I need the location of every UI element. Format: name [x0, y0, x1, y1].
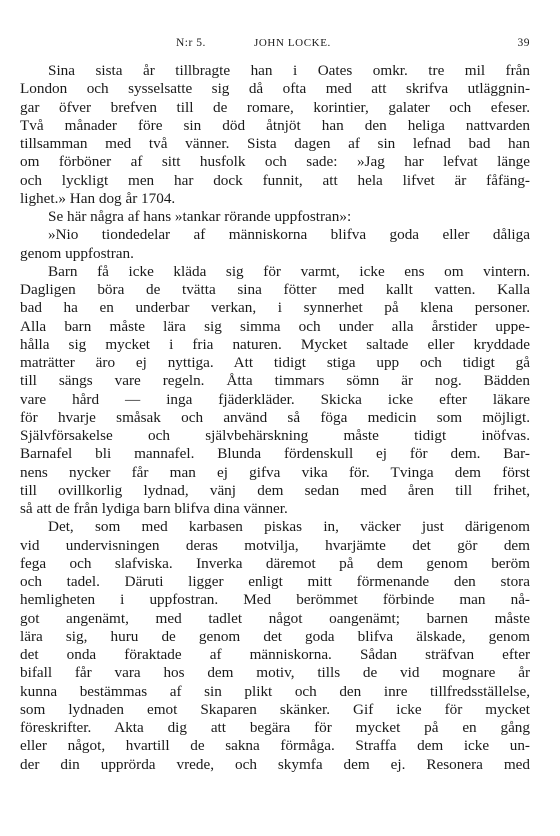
running-title: JOHN LOCKE.	[254, 37, 331, 49]
text-line: »Nio tiondedelar af människorna blifva goda eller dåliga	[48, 226, 530, 244]
text-line: till ovillkorlig lydnad, vänj dem sedan med åren till frihet,	[20, 481, 530, 499]
text-line: genom uppfostran.	[20, 244, 134, 262]
text-line: Barnafel bli mannafel. Blunda fördenskull ej för dem. Bar-	[20, 445, 530, 463]
text-line: London och sysselsatte sig då ofta med att skrifva utläggnin-	[20, 80, 530, 98]
text-line: föreskrifter. Akta dig att begära för mycket på en gång	[20, 719, 530, 736]
text-line: Två månader före sin död åtnjöt han den heliga nattvarden	[20, 116, 530, 134]
text-line: lighet.» Han dog år 1704.	[20, 189, 176, 207]
text-line: Alla barn måste lära sig simma och under alla årstider uppe-	[20, 317, 530, 335]
text-line: der din upprörda vrede, och skymfa dem ej. Resonera med	[20, 755, 530, 773]
text-line: bifall får vara hos dem motiv, tills de vid mognare år	[20, 664, 530, 682]
text-line: Se här några af hans »tankar rörande uppfostran»:	[48, 208, 352, 225]
text-line: bad ha en underbar verkan, i synnerhet på klena personer.	[20, 299, 530, 317]
text-line: nens nycker får man ej gifva vika för. Tvinga dem först	[20, 463, 530, 481]
text-line: så att de från lydiga barn blifva dina vänner.	[20, 500, 288, 517]
text-line: kunna bestämmas af sin plikt och den inre tillfredsställelse,	[20, 682, 530, 700]
page-number: 39	[517, 37, 530, 49]
text-line: Sina sista år tillbragte han i Oates omkr. tre mil från	[48, 62, 530, 79]
text-line: och lyckligt men har dock funnit, att hela lifvet är fåfäng-	[20, 171, 530, 189]
text-line: vid undervisningen deras motvilja, hvarjämte det gör dem	[20, 536, 530, 554]
text-line: till sängs vare regeln. Åtta timmars sömn är nog. Bädden	[20, 372, 530, 390]
text-line: det onda föraktade af människorna. Sådan sträfvan efter	[20, 646, 530, 663]
text-line: som lydnaden emot Skaparen skänker. Gif icke för mycket	[20, 700, 530, 718]
text-line: Det, som med karbasen piskas in, väcker just därigenom	[48, 518, 530, 536]
text-line: Självförsakelse och självbehärskning måste tidigt inöfvas.	[20, 427, 530, 444]
text-line: gar öfver brefven till de romare, korintier, galater och efeser.	[20, 98, 530, 116]
text-line: och tadel. Däruti ligger enligt mitt förmenande den stora	[20, 573, 530, 590]
body-text	[20, 62, 530, 774]
text-line: maträtter äro ej nyttiga. Att tidigt stiga upp och tidigt gå	[20, 354, 530, 371]
section-number: N:r 5.	[176, 37, 206, 49]
text-line: got angenämt, med tadlet något oangenämt; barnen måste	[20, 609, 530, 627]
text-line: Barn få icke kläda sig för varmt, icke ens om vintern.	[48, 262, 530, 280]
text-line: hemligheten i uppfostran. Med berömmet förbinde man nå-	[20, 591, 530, 609]
running-head	[0, 37, 560, 53]
text-line: för hvarje småsak och använd så föga medicin som möjligt.	[20, 408, 530, 426]
text-line: eller något, hvartill de sakna förmåga. Straffa dem icke un-	[20, 737, 530, 755]
text-line: tillsamman med två vänner. Sista dagen af sin lefnad bad han	[20, 135, 530, 152]
text-line: lära sig, huru de genom det goda blifva älskade, genom	[20, 627, 530, 645]
text-line: hålla sig mycket i fria naturen. Mycket saltade eller kryddade	[20, 335, 530, 353]
text-line: fega och slafviska. Inverka däremot på dem genom beröm	[20, 554, 530, 572]
text-line: Dagligen böra de tvätta sina fötter med kallt vatten. Kalla	[20, 281, 530, 298]
text-line: om förböner af sitt husfolk och sade: »Jag har lefvat länge	[20, 153, 530, 171]
text-line: vare hård — inga fjäderkläder. Skicka icke efter läkare	[20, 390, 530, 408]
